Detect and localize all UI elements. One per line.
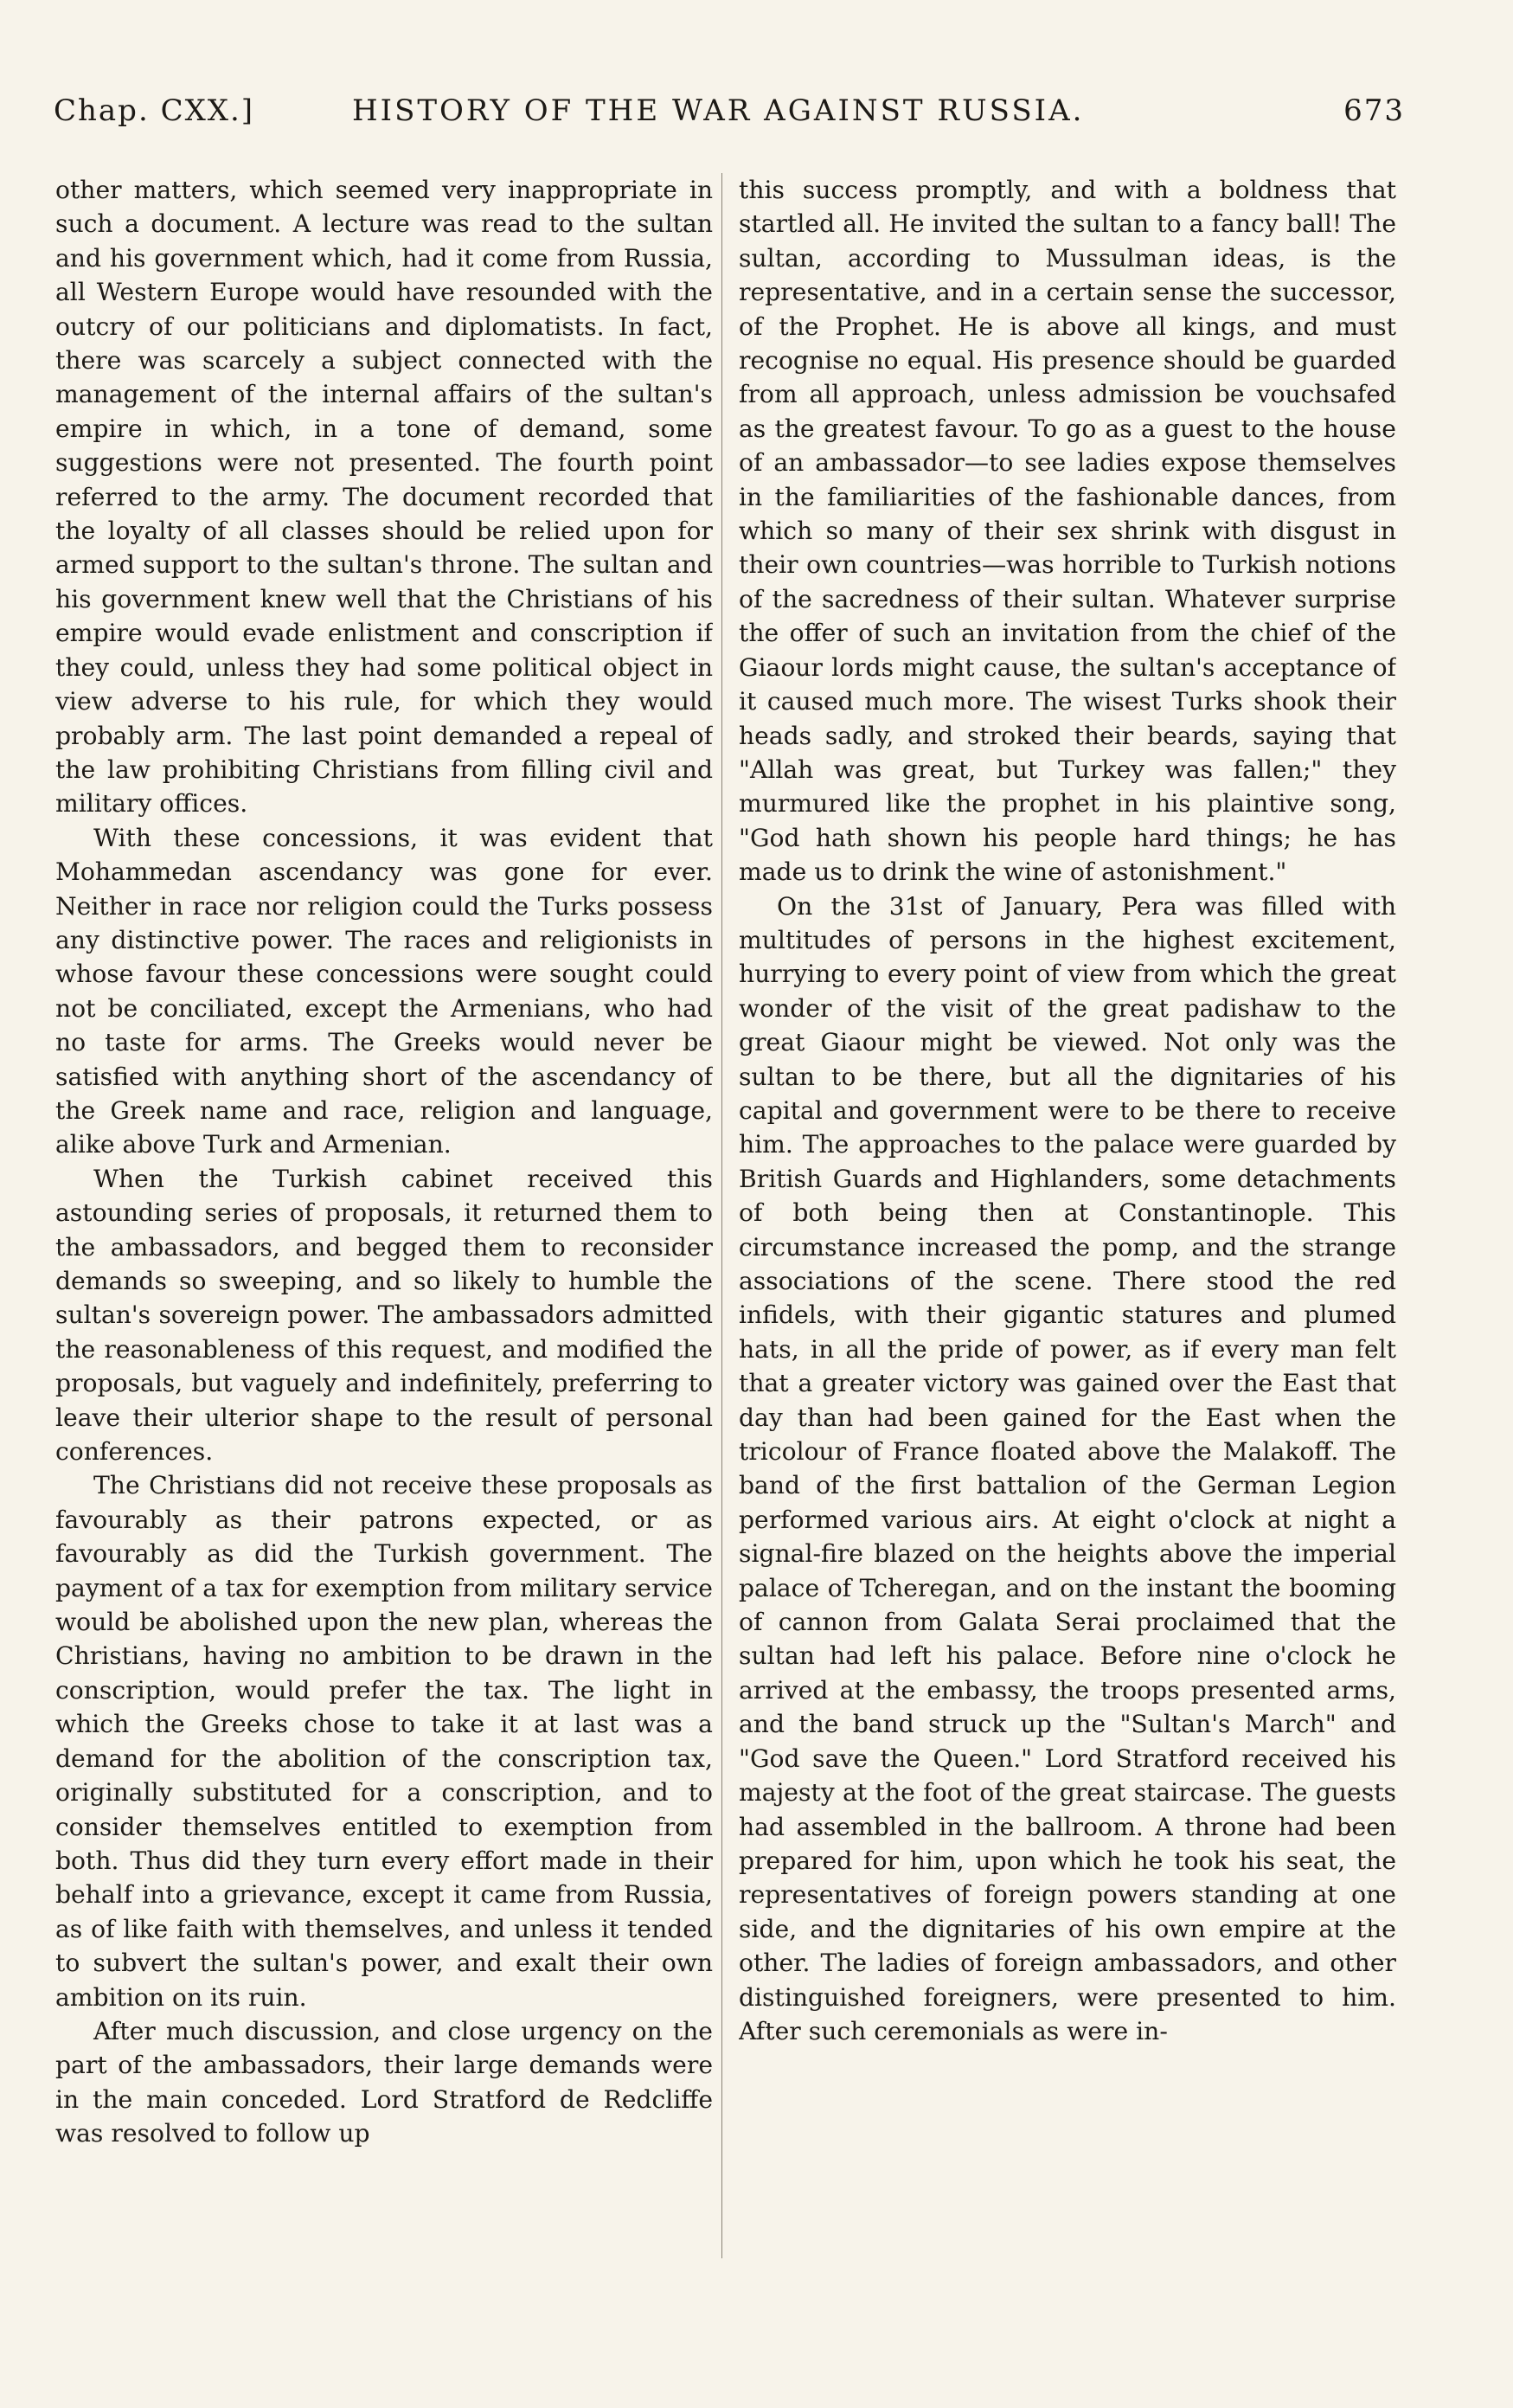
left-column <box>55 173 713 2258</box>
paragraph: When the Turkish cabinet received this astounding series of proposals, it returned them to the ambassadors, and begged them to reconsider demands so sweeping, and so likely to humble the sultan's sovereign power. The ambassadors admitted the reasonableness of this request, and modified the proposals, but vaguely and indefinitely, preferring to leave their ulterior shape to the result of personal conferences. <box>55 1164 713 1467</box>
paragraph: this success promptly, and with a boldness that startled all. He invited the sultan to a fancy ball! The sultan, according to Mussulman ideas, is the representative, and in a certain sense the successor, of the Prophet. He is above all kings, and must recognise no equal. His presence should be guarded from all approach, unless admission be vouchsafed as the greatest favour. To go as a guest to the house of an ambassador—to see ladies expose themselves in the familiarities of the fashionable dances, from which so many of their sex shrink with disgust in their own countries—was horrible to Turkish notions of the sacredness of their sultan. Whatever surprise the offer of such an invitation from the chief of the Giaour lords might cause, the sultan's acceptance of it caused much more. The wisest Turks shook their heads sadly, and stroked their beards, saying that "Allah was great, but Turkey was fallen;" they murmured like the prophet in his plaintive song, "God hath shown his people hard things; he has made us to drink the wine of astonishment." <box>739 176 1396 887</box>
paragraph: The Christians did not receive these proposals as favourably as their patrons expected, or as favourably as did the Turkish government. The payment of a tax for exemption from military service would be abolished upon the new plan, whereas the Christians, having no ambition to be drawn in the conscription, would prefer the tax. The light in which the Greeks chose to take it at last was a demand for the abolition of the conscription tax, originally substituted for a conscription, and to consider themselves entitled to exemption from both. Thus did they turn every effort made in their behalf into a grievance, except it came from Russia, as of like faith with themselves, and unless it tended to subvert the sultan's power, and exalt their own ambition on its ruin. <box>55 1471 713 2012</box>
paragraph: On the 31st of January, Pera was filled with multitudes of persons in the highest excitement, hurrying to every point of view from which the great wonder of the visit of the great padishaw to the great Giaour might be viewed. Not only was the sultan to be there, but all the dignitaries of his capital and government were to be there to receive him. The approaches to the palace were guarded by British Guards and Highlanders, some detachments of both being then at Constantinople. This circumstance increased the pomp, and the strange associations of the scene. There stood the red infidels, with their gigantic statures and plumed hats, in all the pride of power, as if every man felt that a greater victory was gained over the East that day than had been gained for the East when the tricolour of France floated above the Malakoff. The band of the first battalion of the German Legion performed various airs. At eight o'clock at night a signal-fire blazed on the heights above the imperial palace of Tcheregan, and on the instant the booming of cannon from Galata Serai proclaimed that the sultan had left his palace. Before nine o'clock he arrived at the embassy, the troops presented arms, and the band struck up the "Sultan's March" and "God save the Queen." Lord Stratford received his majesty at the foot of the great staircase. The guests had assembled in the ballroom. A throne had been prepared for him, upon which he took his seat, the representatives of foreign powers standing at one side, and the dignitaries of his own empire at the other. The ladies of foreign ambassadors, and other distinguished foreigners, were presented to him. After such ceremonials as were in- <box>739 891 1396 2045</box>
right-column <box>739 173 1396 2258</box>
paragraph: After much discussion, and close urgency on the part of the ambassadors, their large demands were in the main conceded. Lord Stratford de Redcliffe was resolved to follow up <box>55 2016 713 2148</box>
paragraph: With these concessions, it was evident that Mohammedan ascendancy was gone for ever. Neither in race nor religion could the Turks possess any distinctive power. The races and religionists in whose favour these concessions were sought could not be conciliated, except the Armenians, who had no taste for arms. The Greeks would never be satisfied with anything short of the ascendancy of the Greek name and race, religion and language, alike above Turk and Armenian. <box>55 823 713 1159</box>
book-page <box>54 0 1405 2408</box>
running-head <box>54 93 1405 138</box>
column-divider <box>721 173 722 2258</box>
running-title: HISTORY OF THE WAR AGAINST RUSSIA. <box>352 93 1085 128</box>
paragraph: other matters, which seemed very inappropriate in such a document. A lecture was read to the sultan and his government which, had it come from Russia, all Western Europe would have resounded with the outcry of our politicians and diplomatists. In fact, there was scarcely a subject connected with the management of the internal affairs of the sultan's empire in which, in a tone of demand, some suggestions were not presented. The fourth point referred to the army. The document recorded that the loyalty of all classes should be relied upon for armed support to the sultan's throne. The sultan and his government knew well that the Christians of his empire would evade enlistment and conscription if they could, unless they had some political object in view adverse to his rule, for which they would probably arm. The last point demanded a repeal of the law prohibiting Christians from filling civil and military offices. <box>55 176 713 819</box>
chapter-label: Chap. CXX.] <box>54 93 255 128</box>
page-number: 673 <box>1343 93 1405 128</box>
